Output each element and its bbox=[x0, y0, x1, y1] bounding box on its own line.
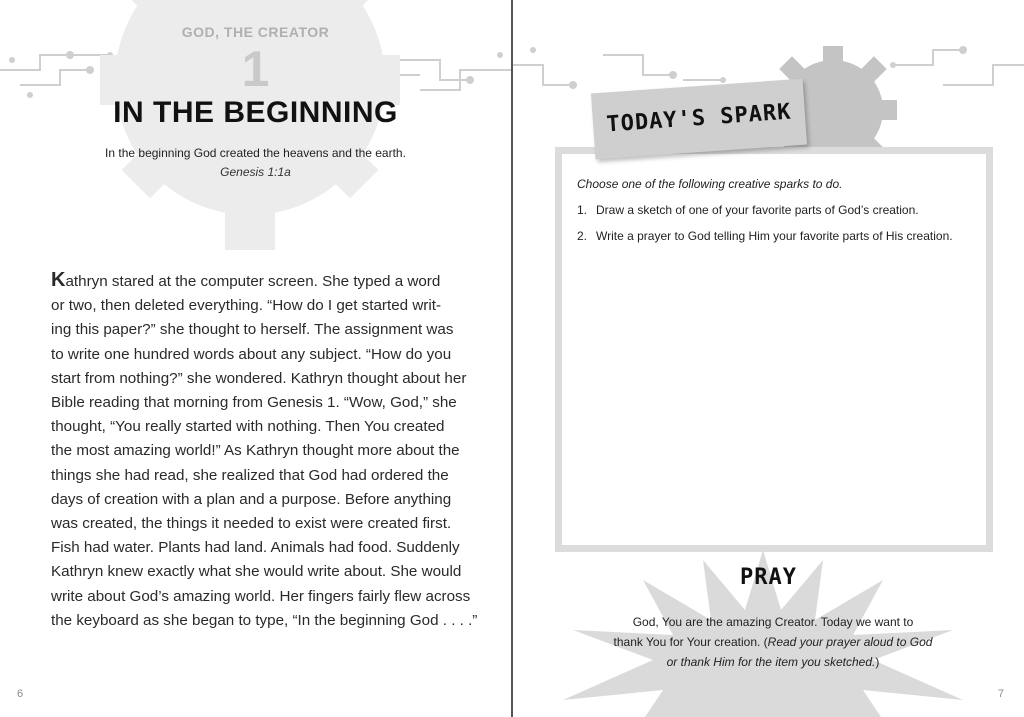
spark-title: TODAY'S SPARK bbox=[605, 99, 793, 138]
story-line: was created, the things it needed to exist were created first. bbox=[51, 515, 452, 533]
spark-option: 1. Draw a sketch of one of your favorite parts of God’s creation. bbox=[577, 203, 919, 217]
pray-title: PRAY bbox=[740, 565, 797, 590]
chapter-number: 1 bbox=[241, 41, 270, 97]
story-line: Fish had water. Plants had land. Animals had food. Suddenly bbox=[51, 539, 460, 557]
story-line: start from nothing?” she wondered. Kathryn thought about her bbox=[51, 369, 467, 387]
left-page bbox=[0, 0, 511, 717]
story-line: the keyboard as she began to type, “In the beginning God . . . .” bbox=[51, 611, 478, 629]
story-text bbox=[51, 268, 478, 633]
verse-reference: Genesis 1:1a bbox=[220, 165, 291, 179]
story-line: write about God’s amazing world. Her fingers fairly flew across bbox=[51, 587, 471, 605]
story-line: thought, “You really started with nothing. Then You created bbox=[51, 418, 445, 436]
story-line: or two, then deleted everything. “How do I get started writ- bbox=[51, 297, 442, 315]
story-line: things she had read, she realized that God had ordered the bbox=[51, 466, 449, 484]
story-line: to write one hundred words about any subject. “How do you bbox=[51, 345, 452, 363]
spark-instructions: Choose one of the following creative sparks to do. bbox=[577, 177, 843, 191]
pray-text: God, You are the amazing Creator. Today we want to thank You for Your creation. (Read your prayer aloud to God or thank Him for the item you sketched.) bbox=[613, 615, 933, 669]
story-line: Kathryn knew exactly what she would write about. She would bbox=[51, 563, 462, 581]
story-line: ing this paper?” she thought to herself. The assignment was bbox=[51, 321, 454, 339]
story-line: Kathryn stared at the computer screen. She typed a word bbox=[51, 269, 441, 291]
right-page bbox=[513, 0, 1024, 717]
chapter-category: GOD, THE CREATOR bbox=[181, 24, 330, 40]
spark-option: 2. Write a prayer to God telling Him your favorite parts of His creation. bbox=[577, 229, 953, 243]
story-line: days of creation with a plan and a purpose. Before anything bbox=[51, 490, 452, 508]
story-line: Bible reading that morning from Genesis 1. “Wow, God,” she bbox=[51, 394, 457, 412]
page-number-left: 6 bbox=[17, 688, 24, 700]
story-line: the most amazing world!” As Kathryn thought more about the bbox=[51, 442, 460, 460]
drop-cap: K bbox=[51, 269, 66, 291]
chapter-title: IN THE BEGINNING bbox=[113, 96, 398, 129]
key-verse: In the beginning God created the heavens and the earth. bbox=[105, 146, 406, 160]
page-number-right: 7 bbox=[997, 688, 1004, 700]
